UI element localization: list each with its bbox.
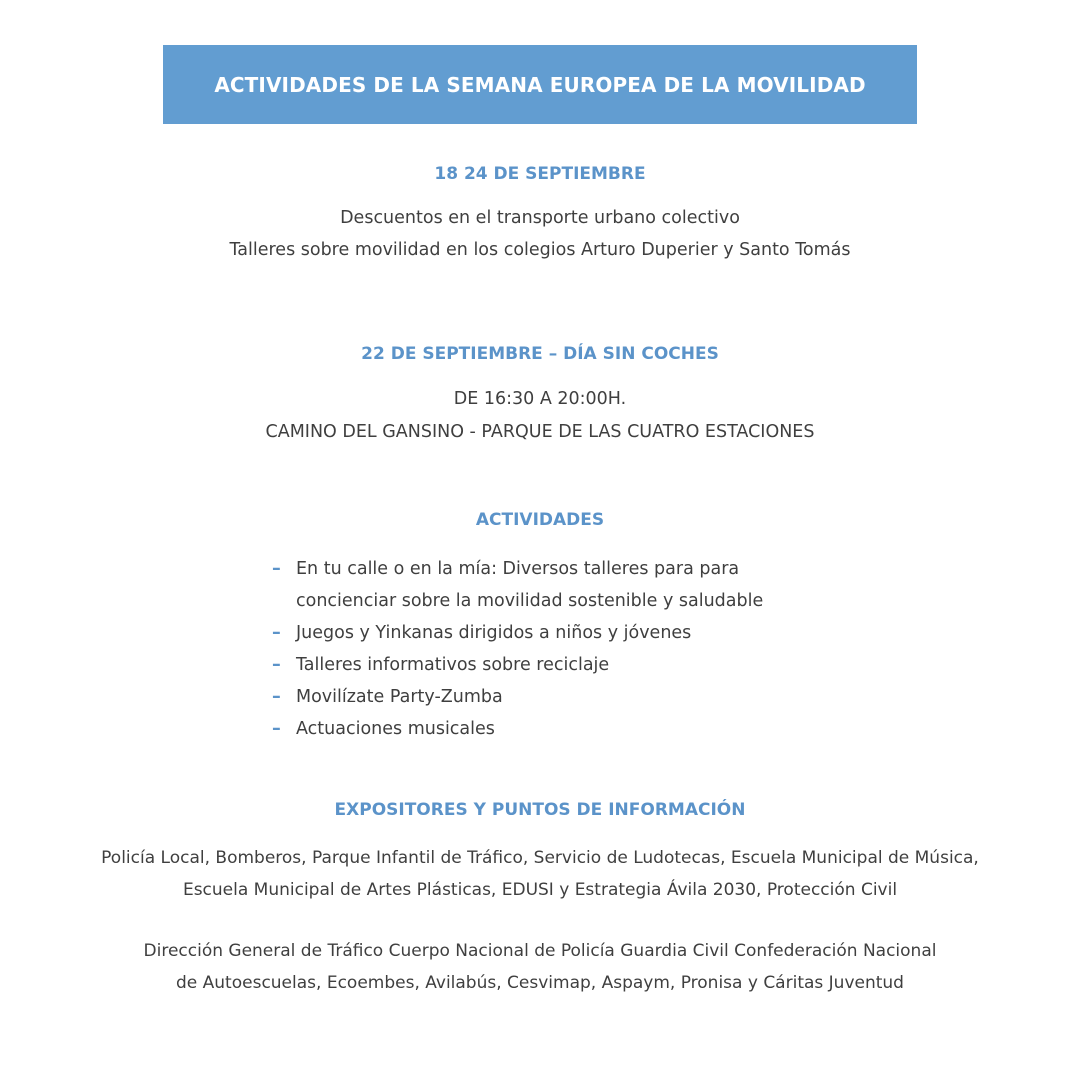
dash-bullet: – (272, 559, 281, 579)
section2-time: DE 16:30 A 20:00H. (453, 389, 627, 409)
list-item (272, 713, 912, 745)
dash-bullet: – (272, 655, 281, 675)
title-banner (163, 45, 917, 124)
dash-bullet: – (272, 719, 281, 739)
list-item (272, 617, 912, 649)
list-item-text: Movilízate Party-Zumba (296, 687, 503, 707)
section1-line-2: Talleres sobre movilidad en los colegios Arturo Duperier y Santo Tomás (229, 240, 851, 260)
activities-list (272, 553, 912, 745)
list-item-text: Juegos y Yinkanas dirigidos a niños y jóvenes (296, 623, 692, 643)
dash-bullet: – (272, 687, 281, 707)
exhibitors-line-4: de Autoescuelas, Ecoembes, Avilabús, Cesvimap, Aspaym, Pronisa y Cáritas Juventud (176, 973, 904, 993)
section-heading-activities: ACTIVIDADES (475, 510, 605, 530)
page-title: ACTIVIDADES DE LA SEMANA EUROPEA DE LA MOVILIDAD (214, 72, 866, 97)
section-heading-dates: 18 24 DE SEPTIEMBRE (434, 164, 646, 184)
list-item (272, 681, 912, 713)
dash-bullet: – (272, 623, 281, 643)
list-item-text: Talleres informativos sobre reciclaje (296, 655, 610, 675)
section-heading-car-free-day: 22 DE SEPTIEMBRE – DÍA SIN COCHES (361, 344, 719, 364)
section1-line-1: Descuentos en el transporte urbano colectivo (340, 208, 740, 228)
section-heading-exhibitors: EXPOSITORES Y PUNTOS DE INFORMACIÓN (334, 800, 746, 820)
exhibitors-line-1: Policía Local, Bomberos, Parque Infantil de Tráfico, Servicio de Ludotecas, Escuela Municipal de Música, (101, 848, 979, 868)
exhibitors-line-2: Escuela Municipal de Artes Plásticas, EDUSI y Estrategia Ávila 2030, Protección Civil (182, 880, 898, 900)
list-item (272, 649, 912, 681)
list-item (272, 553, 912, 617)
exhibitors-line-3: Dirección General de Tráfico Cuerpo Nacional de Policía Guardia Civil Confederación Nacional (143, 941, 937, 961)
list-item-text: concienciar sobre la movilidad sostenible y saludable (296, 591, 764, 611)
list-item-text: Actuaciones musicales (296, 719, 495, 739)
section2-location: CAMINO DEL GANSINO - PARQUE DE LAS CUATRO ESTACIONES (265, 422, 815, 442)
list-item-text: En tu calle o en la mía: Diversos talleres para para (296, 559, 740, 579)
